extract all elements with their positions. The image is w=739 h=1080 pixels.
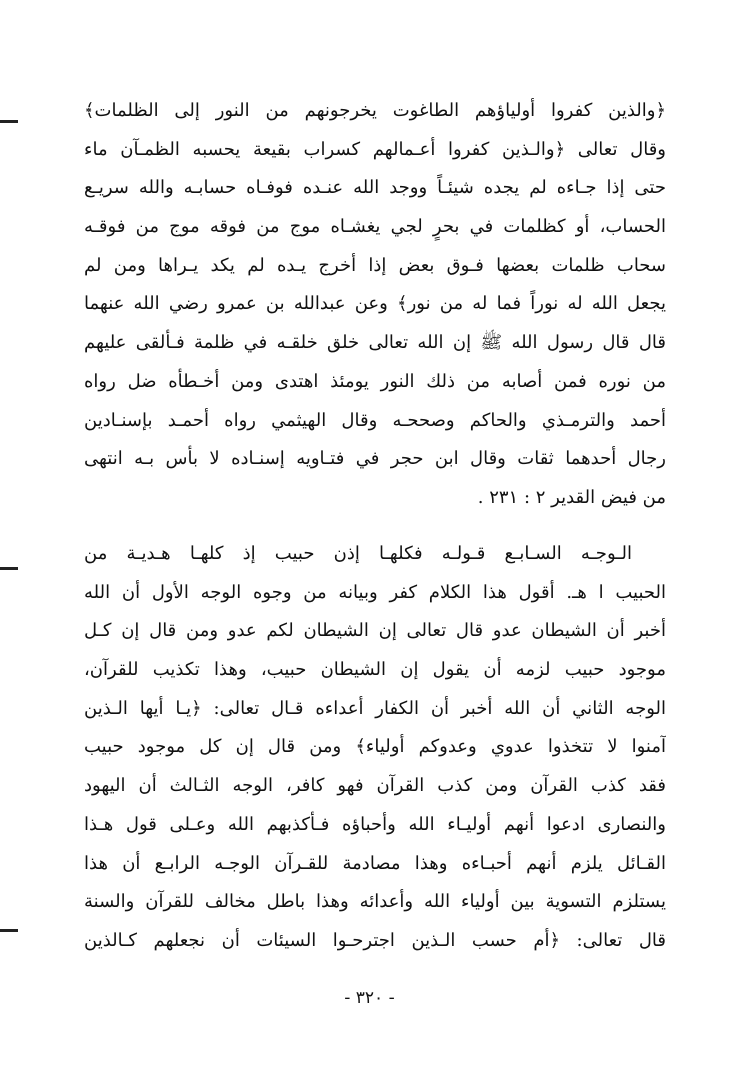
text-line: موجود حبيب لزمه أن يقول إن الشيطان حبيب، وهذا تكذيب للقرآن، (84, 659, 666, 681)
text-line: الحساب، أو كظلمات في بحرٍ لجي يغشـاه موج من فوقه موج من فوقـه (84, 216, 666, 238)
text-line: أخبر أن الشيطان عدو قال تعالى إن الشيطان لكم عدو ومن قال إن كـل (84, 620, 666, 642)
paragraph-2 (84, 535, 666, 961)
paragraph-1 (84, 92, 666, 518)
text-line: رجال أحدهما ثقات وقال ابن حجر في فتـاويه إسنـاده لا بأس بـه انتهى (84, 448, 666, 470)
text-line: فقد كذب القرآن ومن كذب القرآن فهو كافر، الوجه الثـالث أن اليهود (84, 775, 666, 797)
text-line: القـائل يلزم أنهم أحبـاءه وهذا مصادمة للقـرآن الوجـه الرابـع أن هذا (84, 852, 666, 874)
text-line: يجعل الله له نوراً فما له من نور﴾ وعن عبدالله بن عمرو رضي الله عنهما (84, 293, 666, 315)
margin-mark (0, 567, 18, 570)
text-line: سحاب ظلمات بعضها فـوق بعض إذا أخرج يـده لم يكد يـراها ومن لم (84, 254, 666, 276)
page-number: - ٣٢٠ - (344, 988, 395, 1008)
text-line: حتى إذا جـاءه لم يجده شيئـاً ووجد الله عنـده فوفـاه حسابـه والله سريـع (84, 177, 666, 199)
text-line: قال قال رسول الله ﷺ إن الله تعالى خلق خلقـه في ظلمة فـألقى عليهم (84, 332, 666, 354)
text-line: يستلزم التسوية بين أولياء الله وأعدائه وهذا باطل مخالف للقرآن والسنة (84, 891, 666, 913)
text-line: من نوره فمن أصابه من ذلك النور يومئذ اهتدى ومن أخـطأه ضل رواه (84, 370, 666, 392)
margin-mark (0, 929, 18, 932)
text-line: الـوجـه السـابـع قـولـه فكلهـا إذن حبيب إذ كلهـا هـديـة من (84, 543, 632, 564)
margin-mark (0, 120, 18, 123)
text-line: قال تعالى: ﴿أم حسب الـذين اجترحـوا السيئات أن نجعلهم كـالذين (84, 929, 666, 951)
text-line: الوجه الثاني أن الله أخبر أن الكفار أعداءه قـال تعالى: ﴿يـا أيها الـذين (84, 697, 666, 719)
text-line: وقال تعالى ﴿والـذين كفروا أعـمالهم كسراب بقيعة يحسبه الظمـآن ماء (84, 138, 666, 160)
text-line: آمنوا لا تتخذوا عدوي وعدوكم أولياء﴾ ومن قال إن كل موجود حبيب (84, 736, 666, 758)
text-line: الحبيب ا هـ. أقول هذا الكلام كفر وبيانه من وجوه الوجه الأول أن الله (84, 581, 666, 603)
text-line: من فيض القدير ٢ : ٢٣١ . (477, 486, 666, 508)
text-line: والنصارى ادعوا أنهم أوليـاء الله وأحباؤه فـأكذبهم الله وعـلى قول هـذا (84, 813, 666, 835)
text-line: أحمد والترمـذي والحاكم وصححـه وقال الهيثمي رواه أحمـد بإسنـادين (84, 409, 666, 431)
text-line: ﴿والذين كفروا أولياؤهم الطاغوت يخرجونهم من النور إلى الظلمات﴾ (84, 100, 666, 121)
